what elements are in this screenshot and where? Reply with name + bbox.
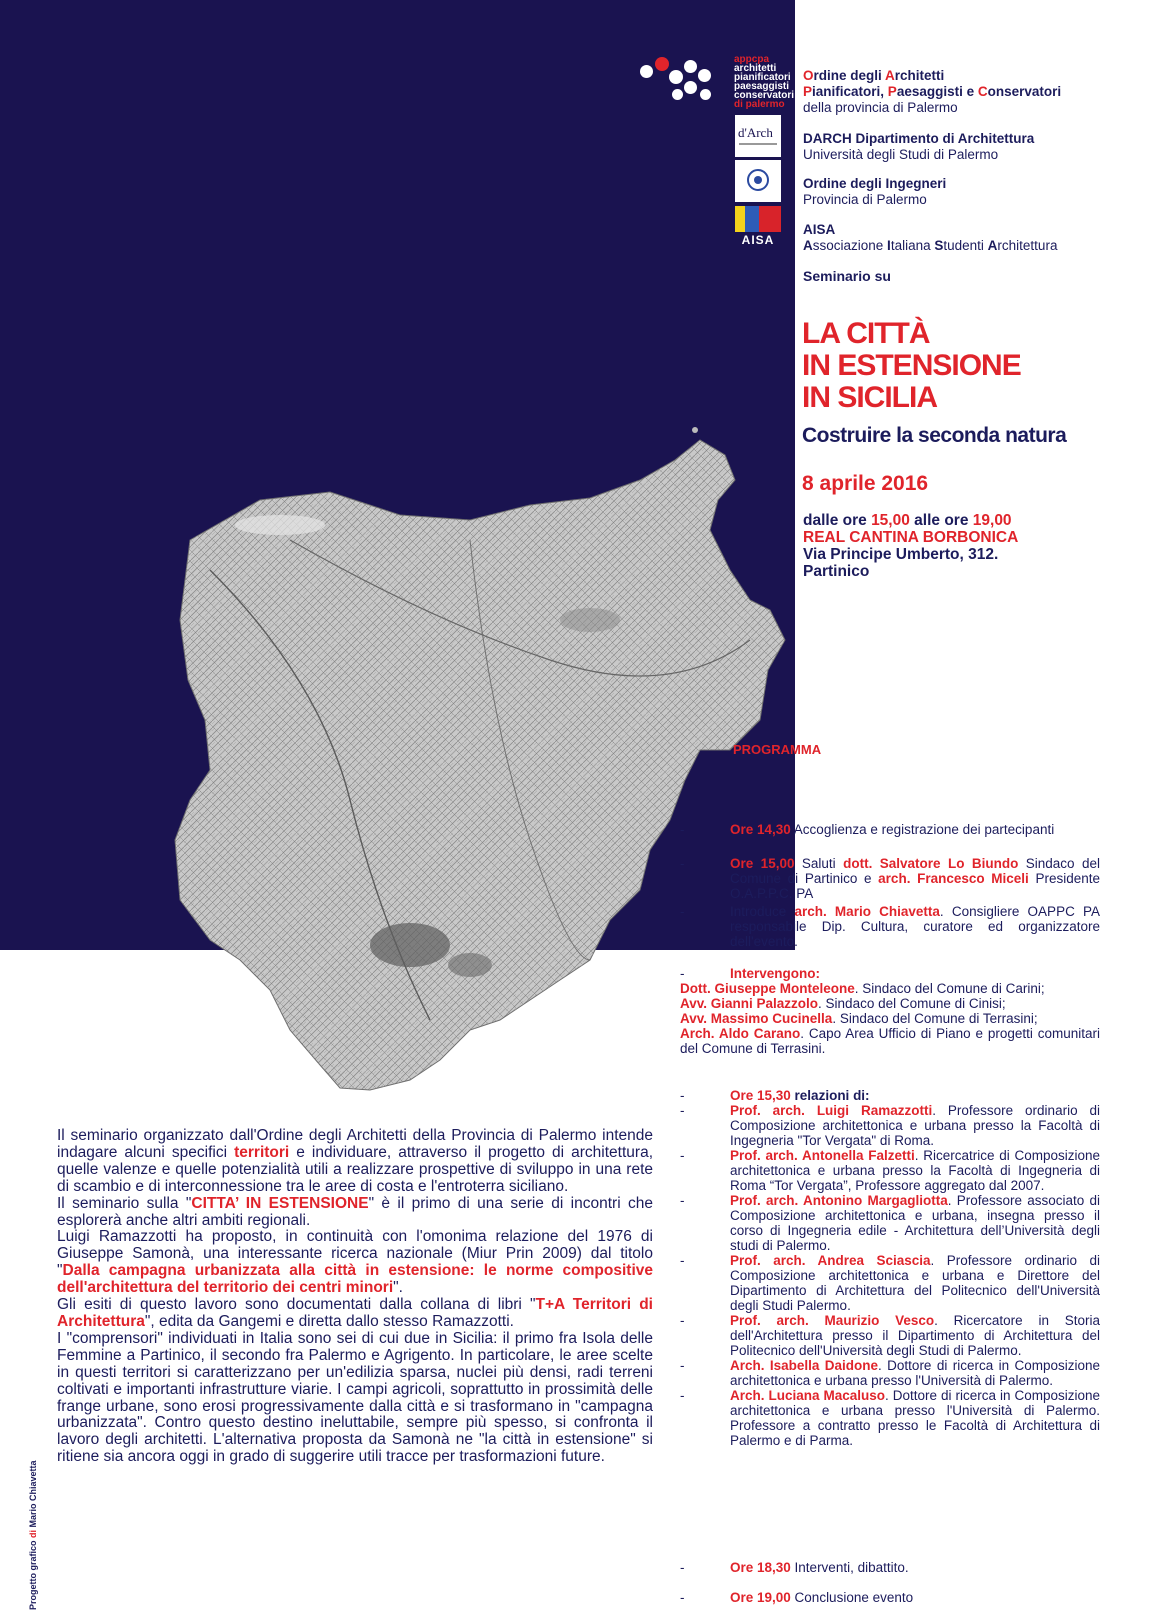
logo-dot [684, 60, 697, 73]
venue-address: Via Principe Umberto, 312. [803, 546, 999, 563]
description-text: e individuare, attraverso il progetto di architettura, quelle valenze e quelle potenzialità utili a realizzare prospettive di sviluppo in una rete di scambio e di interconnessione tra le aree di costa e l'entroterra siciliano. [57, 1143, 653, 1195]
logo-dot [700, 89, 711, 100]
time-text: alle ore [909, 512, 973, 529]
aisa-logo-red [759, 206, 781, 232]
org-ingegneri [803, 176, 946, 208]
description-paragraph [57, 1196, 653, 1230]
org-text: tudenti [943, 238, 988, 253]
aisa-logo-text: AISA [735, 232, 781, 248]
description-highlight: T+A Territori di Architettura [57, 1296, 653, 1330]
org-text: onservatori [987, 84, 1062, 99]
list-dash: - [680, 822, 685, 837]
list-dash: - [680, 904, 685, 919]
seminar-intro: Seminario su [803, 268, 891, 284]
org-darch [803, 131, 1034, 163]
programma-text: Presidente O.A.P.P.C. PA [730, 871, 1100, 901]
appc-logo-line: paesaggisti [734, 81, 790, 92]
description-text: Il seminario organizzato dall'Ordine degli Architetti della Provincia di Palermo intende indagare alcuni specifici [57, 1127, 653, 1161]
org-initial: C [977, 84, 988, 99]
speaker-name: Arch. Isabella Daidone [730, 1358, 879, 1373]
org-architetti [803, 68, 1061, 116]
logo-dot [669, 70, 683, 84]
logo-dot [655, 57, 669, 71]
org-title: Ordine degli Ingegneri [803, 176, 947, 191]
programma-item [680, 1088, 1100, 1448]
org-initial: P [887, 84, 897, 99]
speaker-role: . Sindaco del Comune di Carini; [854, 981, 1045, 996]
org-aisa [803, 222, 1057, 254]
graphic-design-credit [28, 1460, 38, 1610]
seminar-title-line: LA CITTÀ [802, 317, 930, 350]
org-title: AISA [803, 222, 836, 237]
aisa-logo-yellow [735, 206, 745, 232]
ingegneri-logo-center [754, 176, 762, 184]
programma-item [680, 1560, 1100, 1575]
appc-logo-line: conservatori [734, 90, 795, 101]
appc-logo-line: architetti [734, 63, 777, 74]
programma-text: Sindaco del Comune di Partinico e [730, 856, 1101, 886]
speaker-name: dott. Salvatore Lo Biundo [843, 856, 1019, 871]
programma-text: Accoglienza e registrazione dei partecipanti [790, 822, 1055, 837]
seminar-description [57, 1128, 653, 1466]
programma-item [680, 966, 1100, 1056]
org-initial: O [803, 68, 814, 83]
ingegneri-logo [735, 160, 781, 202]
programma-item [680, 822, 1100, 837]
org-initial: I [887, 238, 891, 253]
programma-heading: PROGRAMMA [733, 742, 822, 757]
org-text: ssociazione [812, 238, 888, 253]
logo-dot [684, 81, 697, 94]
time-start: 15,00 [871, 512, 910, 529]
speaker-role: . Dottore di ricerca in Composizione architettonica e urbana presso l'Università di Palermo. [730, 1358, 1100, 1388]
description-text: " è il primo di una serie di incontri che esplorerà anche altri ambiti regionali. [57, 1194, 653, 1229]
speaker-name: Prof. arch. Andrea Sciascia [730, 1253, 931, 1268]
aisa-logo-blue [745, 206, 759, 232]
speaker-name: arch. Mario Chiavetta [794, 904, 940, 919]
speaker-role: . Sindaco del Comune di Cinisi; [818, 996, 1006, 1011]
programma-label: relazioni di: [790, 1088, 870, 1103]
speaker-role: . Ricercatrice di Composizione architettonica e urbana presso la Facoltà di Ingegneria di Roma “Tor Vergata”, Professore aggregato dal 2007. [730, 1148, 1100, 1193]
seminar-title-line: IN ESTENSIONE [802, 349, 1021, 382]
programma-time: Ore 14,30 [730, 822, 791, 837]
list-dash: - [680, 1388, 685, 1403]
logo-dot [698, 69, 711, 82]
org-initial: A [803, 238, 813, 253]
description-text: Luigi Ramazzotti ha proposto, in continuità con l'omonima relazione del 1976 di Giuseppe Samonà, una interessante ricerca nazionale (Miur Prin 2009) dal titolo " [57, 1228, 653, 1280]
appc-logo-text [734, 55, 794, 109]
appc-logo-line: di palermo [734, 99, 785, 110]
description-paragraph [57, 1297, 653, 1331]
speaker-name: Arch. Luciana Macaluso [730, 1388, 886, 1403]
list-dash: - [680, 1313, 685, 1328]
programma-text: . Consigliere OAPPC PA responsabile Dip. Cultura, curatore ed organizzatore dell'evento. [730, 904, 1101, 949]
speaker-name: Prof. arch. Antonino Margagliotta [730, 1193, 948, 1208]
darch-logo [735, 115, 781, 157]
speaker-role: . Professore ordinario di Composizione architettonica e urbana e Direttore del Dipartimento di Architettura del Politecnico dell'Università degli Studi Palermo. [730, 1253, 1100, 1313]
venue-name: REAL CANTINA BORBONICA [803, 529, 1019, 546]
speaker-name: Prof. arch. Maurizio Vesco [730, 1313, 935, 1328]
logo-dot [672, 89, 683, 100]
list-dash: - [680, 966, 685, 981]
org-subtitle: Provincia di Palermo [803, 192, 927, 207]
description-paragraph: I "comprensori" individuati in Italia sono sei di cui due in Sicilia: il primo fra Isola delle Femmine a Partinico, il secondo fra Palermo e Agrigento. In particolare, le aree scelte in questi territori si caratterizzano per un'edilizia sparsa, nuclei più densi, radi terreni coltivati e importanti infrastrutture viarie. I campi agricoli, soprattutto in prossimità delle frange urbane, sono erosi progressivamente dalla città e si trasformano in "campagna urbanizzata". Contro questo destino ineluttabile, sempre più spesso, si confronta il lavoro degli architetti. L'alternativa proposta da Samonà ne "la città in estensione" si ritiene sia ancora oggi in grado di suggerire utili tracce per trasformazioni future. [57, 1329, 653, 1466]
programma-text: Interventi, dibattito. [790, 1560, 909, 1575]
description-text: ", edita da Gangemi e diretta dallo stesso Ramazzotti. [144, 1312, 514, 1330]
org-text: rchitetti [894, 68, 945, 83]
credit-author: Mario Chiavetta [28, 1460, 38, 1528]
list-dash: - [680, 856, 685, 871]
description-text: Gli esiti di questo lavoro sono documentati dalla collana di libri " [57, 1296, 536, 1314]
programma-item [680, 904, 1100, 949]
speaker-role: . Professore associato di Composizione architettonica e urbana, insegna presso il corso di Ingegneria edile - Architettura dell’Università degli studi di Palermo. [730, 1193, 1100, 1253]
speaker-role: . Professore ordinario di Composizione architettonica e urbana presso la Facoltà di Ingegneria "Tor Vergata" di Roma. [730, 1103, 1100, 1148]
programma-time: Ore 19,00 [730, 1590, 791, 1605]
time-end: 19,00 [972, 512, 1012, 529]
programma-time: Ore 18,30 [730, 1560, 791, 1575]
programma-text: Saluti [794, 856, 844, 871]
org-text: aesaggisti e [896, 84, 978, 99]
credit-text: Progetto grafico [28, 1537, 38, 1610]
org-initial: A [987, 238, 998, 253]
aisa-logo [735, 206, 781, 248]
description-highlight: CITTA’ IN ESTENSIONE [191, 1194, 369, 1212]
speaker-name: arch. Francesco Miceli [878, 871, 1029, 886]
appc-logo [640, 54, 795, 115]
org-initial: P [803, 84, 813, 99]
darch-logo-text: d'Arch [738, 125, 773, 140]
speaker-name: Avv. Massimo Cucinella [680, 1011, 833, 1026]
org-text: ianificatori, [812, 84, 888, 99]
description-text: Il seminario sulla " [57, 1194, 192, 1212]
seminar-title-line: IN SICILIA [802, 381, 938, 414]
darch-logo-rule [739, 143, 777, 145]
org-text: taliana [890, 238, 935, 253]
list-dash: - [680, 1193, 685, 1208]
speaker-role: . Dottore di ricerca in Composizione architettonica e urbana presso l'Università di Palermo. Professore a contratto presso le Facoltà di Architettura di Palermo e di Parma. [730, 1388, 1101, 1448]
programma-text: Conclusione evento [790, 1590, 914, 1605]
description-highlight: territori [234, 1143, 290, 1161]
speaker-name: Arch. Aldo Carano [680, 1026, 801, 1041]
description-paragraph [57, 1229, 653, 1297]
description-highlight: Dalla campagna urbanizzata alla città in estensione: le norme compositive dell'architettura del territorio dei centri minori [57, 1262, 653, 1297]
org-title: DARCH Dipartimento di Architettura [803, 131, 1035, 146]
programma-label: Intervengono: [730, 966, 820, 981]
programma-time: Ore 15,30 [730, 1088, 791, 1103]
list-dash: - [680, 1560, 685, 1575]
appc-logo-line: pianificatori [734, 72, 791, 83]
speaker-role: . Capo Area Ufficio di Piano e progetti comunitari del Comune di Terrasini. [680, 1026, 1100, 1056]
speaker-role: . Ricercatore in Storia dell'Architettura presso il Dipartimento di Architettura del Politecnico dell'Università degli Studi di Palermo. [730, 1313, 1100, 1358]
speaker-name: Prof. arch. Luigi Ramazzotti [730, 1103, 933, 1118]
speaker-name: Avv. Gianni Palazzolo [680, 996, 819, 1011]
speaker-name: Dott. Giuseppe Monteleone [680, 981, 855, 996]
list-dash: - [680, 1253, 685, 1268]
org-initial: S [934, 238, 944, 253]
programma-time: Ore 15,00 [730, 856, 795, 871]
programma-item [680, 856, 1100, 901]
org-initial: A [885, 68, 895, 83]
speaker-name: Prof. arch. Antonella Falzetti [730, 1148, 915, 1163]
list-dash: - [680, 1088, 685, 1103]
list-dash: - [680, 1148, 685, 1163]
seminar-date: 8 aprile 2016 [802, 472, 929, 495]
description-text: ". [393, 1279, 403, 1297]
seminar-subtitle: Costruire la seconda natura [802, 424, 1067, 447]
venue-city: Partinico [803, 563, 870, 580]
list-dash: - [680, 1590, 685, 1605]
time-text: dalle ore [803, 512, 872, 529]
list-dash: - [680, 1103, 685, 1118]
programma-text: Introduce [730, 904, 795, 919]
org-subtitle: Università degli Studi di Palermo [803, 147, 999, 162]
speaker-role: . Sindaco del Comune di Terrasini; [832, 1011, 1038, 1026]
appc-logo-line: appcpa [734, 54, 770, 65]
seminar-title [802, 318, 1021, 414]
org-subtitle: della provincia di Palermo [803, 100, 958, 115]
org-text: rchitettura [997, 238, 1058, 253]
org-text: rdine degli [813, 68, 886, 83]
credit-text: di [28, 1527, 38, 1538]
logo-dot [640, 65, 653, 78]
seminar-time-venue [803, 512, 1018, 580]
list-dash: - [680, 1358, 685, 1373]
programma-item [680, 1590, 1100, 1605]
description-paragraph [57, 1128, 653, 1196]
